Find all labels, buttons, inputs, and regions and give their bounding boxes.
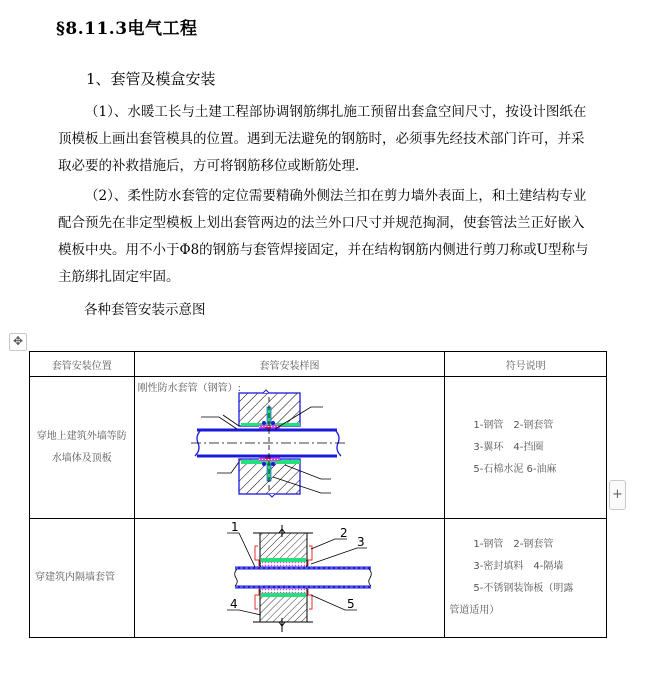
header-diagram: 套管安装样图	[134, 352, 445, 377]
table-header-row	[30, 352, 607, 377]
row2-legend-line: 1-钢管 2-钢套管	[473, 539, 554, 550]
header-location: 套管安装位置	[30, 352, 135, 377]
row2-legend-line: 3-密封填料 4-隔墙	[473, 561, 564, 572]
subheading: 1、套管及模盒安装	[86, 70, 216, 88]
paragraph-2	[58, 183, 596, 291]
row2-location: 穿建筑内隔墙套管	[30, 519, 135, 638]
label-3: 3	[356, 535, 365, 549]
header-legend: 符号说明	[445, 352, 607, 377]
table-row	[30, 377, 607, 519]
partition-wall-sleeve-diagram	[135, 519, 434, 637]
paragraph-1	[58, 99, 596, 180]
figure-caption: 各种套管安装示意图	[84, 302, 206, 318]
row2-legend-line: 管道适用）	[449, 605, 500, 616]
row1-legend	[445, 377, 607, 519]
row2-diagram-cell	[134, 519, 445, 638]
row1-legend-line: 5-石棉水泥 6-油麻	[473, 463, 557, 475]
row1-location: 穿地上建筑外墙等防水墙体及顶板	[30, 377, 135, 519]
label-4: 4	[229, 597, 238, 611]
row1-legend-line: 3-翼环 4-挡圈	[473, 441, 544, 453]
label-2: 2	[339, 526, 348, 540]
rigid-waterproof-sleeve-diagram	[135, 377, 434, 518]
sleeve-install-table	[29, 351, 607, 638]
label-1: 1	[230, 520, 239, 534]
table-row	[30, 519, 607, 638]
row2-legend-line: 5-不锈钢装饰板（明露	[473, 583, 574, 594]
section-heading: §8.11.3电气工程	[56, 19, 198, 39]
row1-legend-line: 1-钢管 2-钢套管	[473, 419, 554, 431]
paragraph-2-text: （2）、柔性防水套管的定位需要精确外侧法兰扣在剪力墙外表面上，和土建结构专业配合预先在非定型模板上划出套管两边的法兰外口尺寸并规范掏洞，使套管法兰正好嵌入模板中央。用不小于Φ8的钢筋与套管焊接固定，并在结构钢筋内侧进行剪刀称或U型称与主筋绑扎固定牢固。	[58, 188, 589, 285]
table-move-handle-icon[interactable]: ✥	[9, 333, 27, 351]
label-5: 5	[346, 597, 355, 611]
row1-diagram-cell	[134, 377, 445, 519]
paragraph-1-text: （1）、水暖工长与土建工程部协调钢筋绑扎施工预留出套盒空间尺寸，按设计图纸在顶模板上画出套管模具的位置。遇到无法避免的钢筋时，必须事先经技术部门许可，并采取必要的补救措施后，方可将钢筋移位或断筋处理.	[58, 104, 587, 174]
row1-diagram-title: 刚性防水套管（钢管）:	[137, 383, 241, 394]
add-column-button[interactable]: +	[609, 480, 626, 510]
row2-legend	[445, 519, 607, 638]
